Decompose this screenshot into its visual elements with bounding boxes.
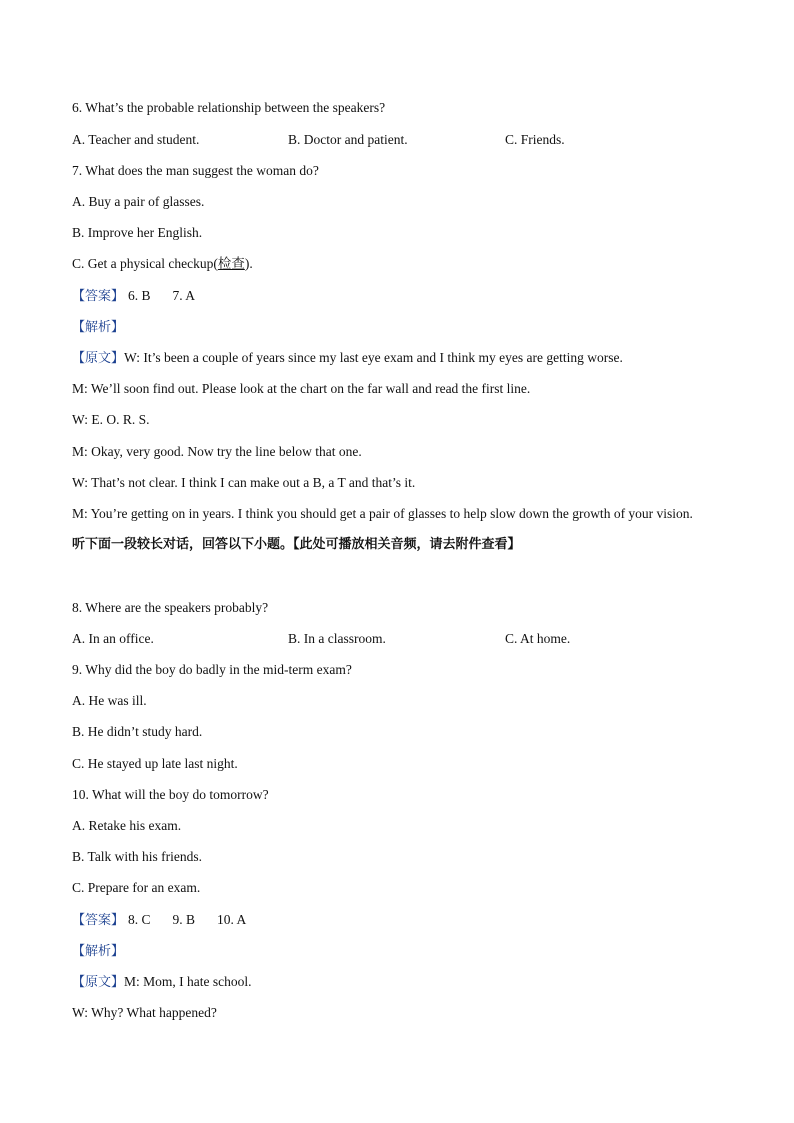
option-a: A. Buy a pair of glasses. (72, 194, 205, 209)
answer-row-1 (72, 287, 195, 306)
question-9: 9. Why did the boy do badly in the mid-term exam? (72, 662, 352, 677)
dialog-line: W: It’s been a couple of years since my last eye exam and I think my eyes are getting worse. (124, 350, 623, 365)
answer-7: 7. A (172, 288, 196, 303)
question-10: 10. What will the boy do tomorrow? (72, 787, 269, 802)
answer-label: 【答案】 (72, 913, 125, 928)
answer-6: 6. B (128, 288, 151, 303)
question-6: 6. What’s the probable relationship between the speakers? (72, 100, 386, 115)
option-c: C. He stayed up late last night. (72, 756, 238, 771)
answer-9: 9. B (172, 912, 196, 927)
dialog-line: M: We’ll soon find out. Please look at the chart on the far wall and read the first line. (72, 381, 531, 396)
option-b: B. He didn’t study hard. (72, 724, 203, 739)
explanation-label (72, 942, 124, 961)
option-c (72, 255, 253, 273)
question-7: 7. What does the man suggest the woman do? (72, 163, 319, 178)
dialog-line: M: Mom, I hate school. (124, 974, 252, 989)
option-c-end: ). (244, 256, 253, 271)
explanation-heading: 【解析】 (72, 944, 125, 959)
option-a: A. Teacher and student. (72, 132, 200, 147)
original-label: 【原文】 (72, 351, 125, 366)
answer-10: 10. A (217, 912, 247, 927)
answer-8: 8. C (128, 912, 151, 927)
question-8: 8. Where are the speakers probably? (72, 600, 269, 615)
dialog-line: W: Why? What happened? (72, 1005, 217, 1020)
listening-instruction: 听下面一段较长对话，回答以下小题。【此处可播放相关音频，请去附件查看】 (72, 537, 521, 552)
answer-label: 【答案】 (72, 289, 125, 304)
option-b: B. In a classroom. (288, 631, 386, 646)
original-label: 【原文】 (72, 975, 125, 990)
answer-row-2 (72, 911, 246, 930)
option-a: A. Retake his exam. (72, 818, 182, 833)
option-b: B. Talk with his friends. (72, 849, 203, 864)
option-b: B. Improve her English. (72, 225, 203, 240)
explanation-heading: 【解析】 (72, 320, 125, 335)
dialog-line: M: You’re getting on in years. I think you should get a pair of glasses to help slow down the growth of your vision. (72, 506, 693, 521)
original-text-1 (72, 349, 623, 368)
option-a: A. He was ill. (72, 693, 147, 708)
dialog-line: W: That’s not clear. I think I can make out a B, a T and that’s it. (72, 475, 416, 490)
option-c: C. Friends. (505, 132, 565, 147)
option-c-gloss: 检查 (217, 256, 245, 272)
explanation-label (72, 318, 124, 337)
option-b: B. Doctor and patient. (288, 132, 408, 147)
option-c: C. At home. (505, 631, 571, 646)
dialog-line: M: Okay, very good. Now try the line below that one. (72, 444, 362, 459)
dialog-line: W: E. O. R. S. (72, 412, 150, 427)
option-c: C. Prepare for an exam. (72, 880, 201, 895)
option-a: A. In an office. (72, 631, 154, 646)
original-text-2 (72, 973, 252, 992)
option-c-text: C. Get a physical checkup( (72, 256, 218, 271)
